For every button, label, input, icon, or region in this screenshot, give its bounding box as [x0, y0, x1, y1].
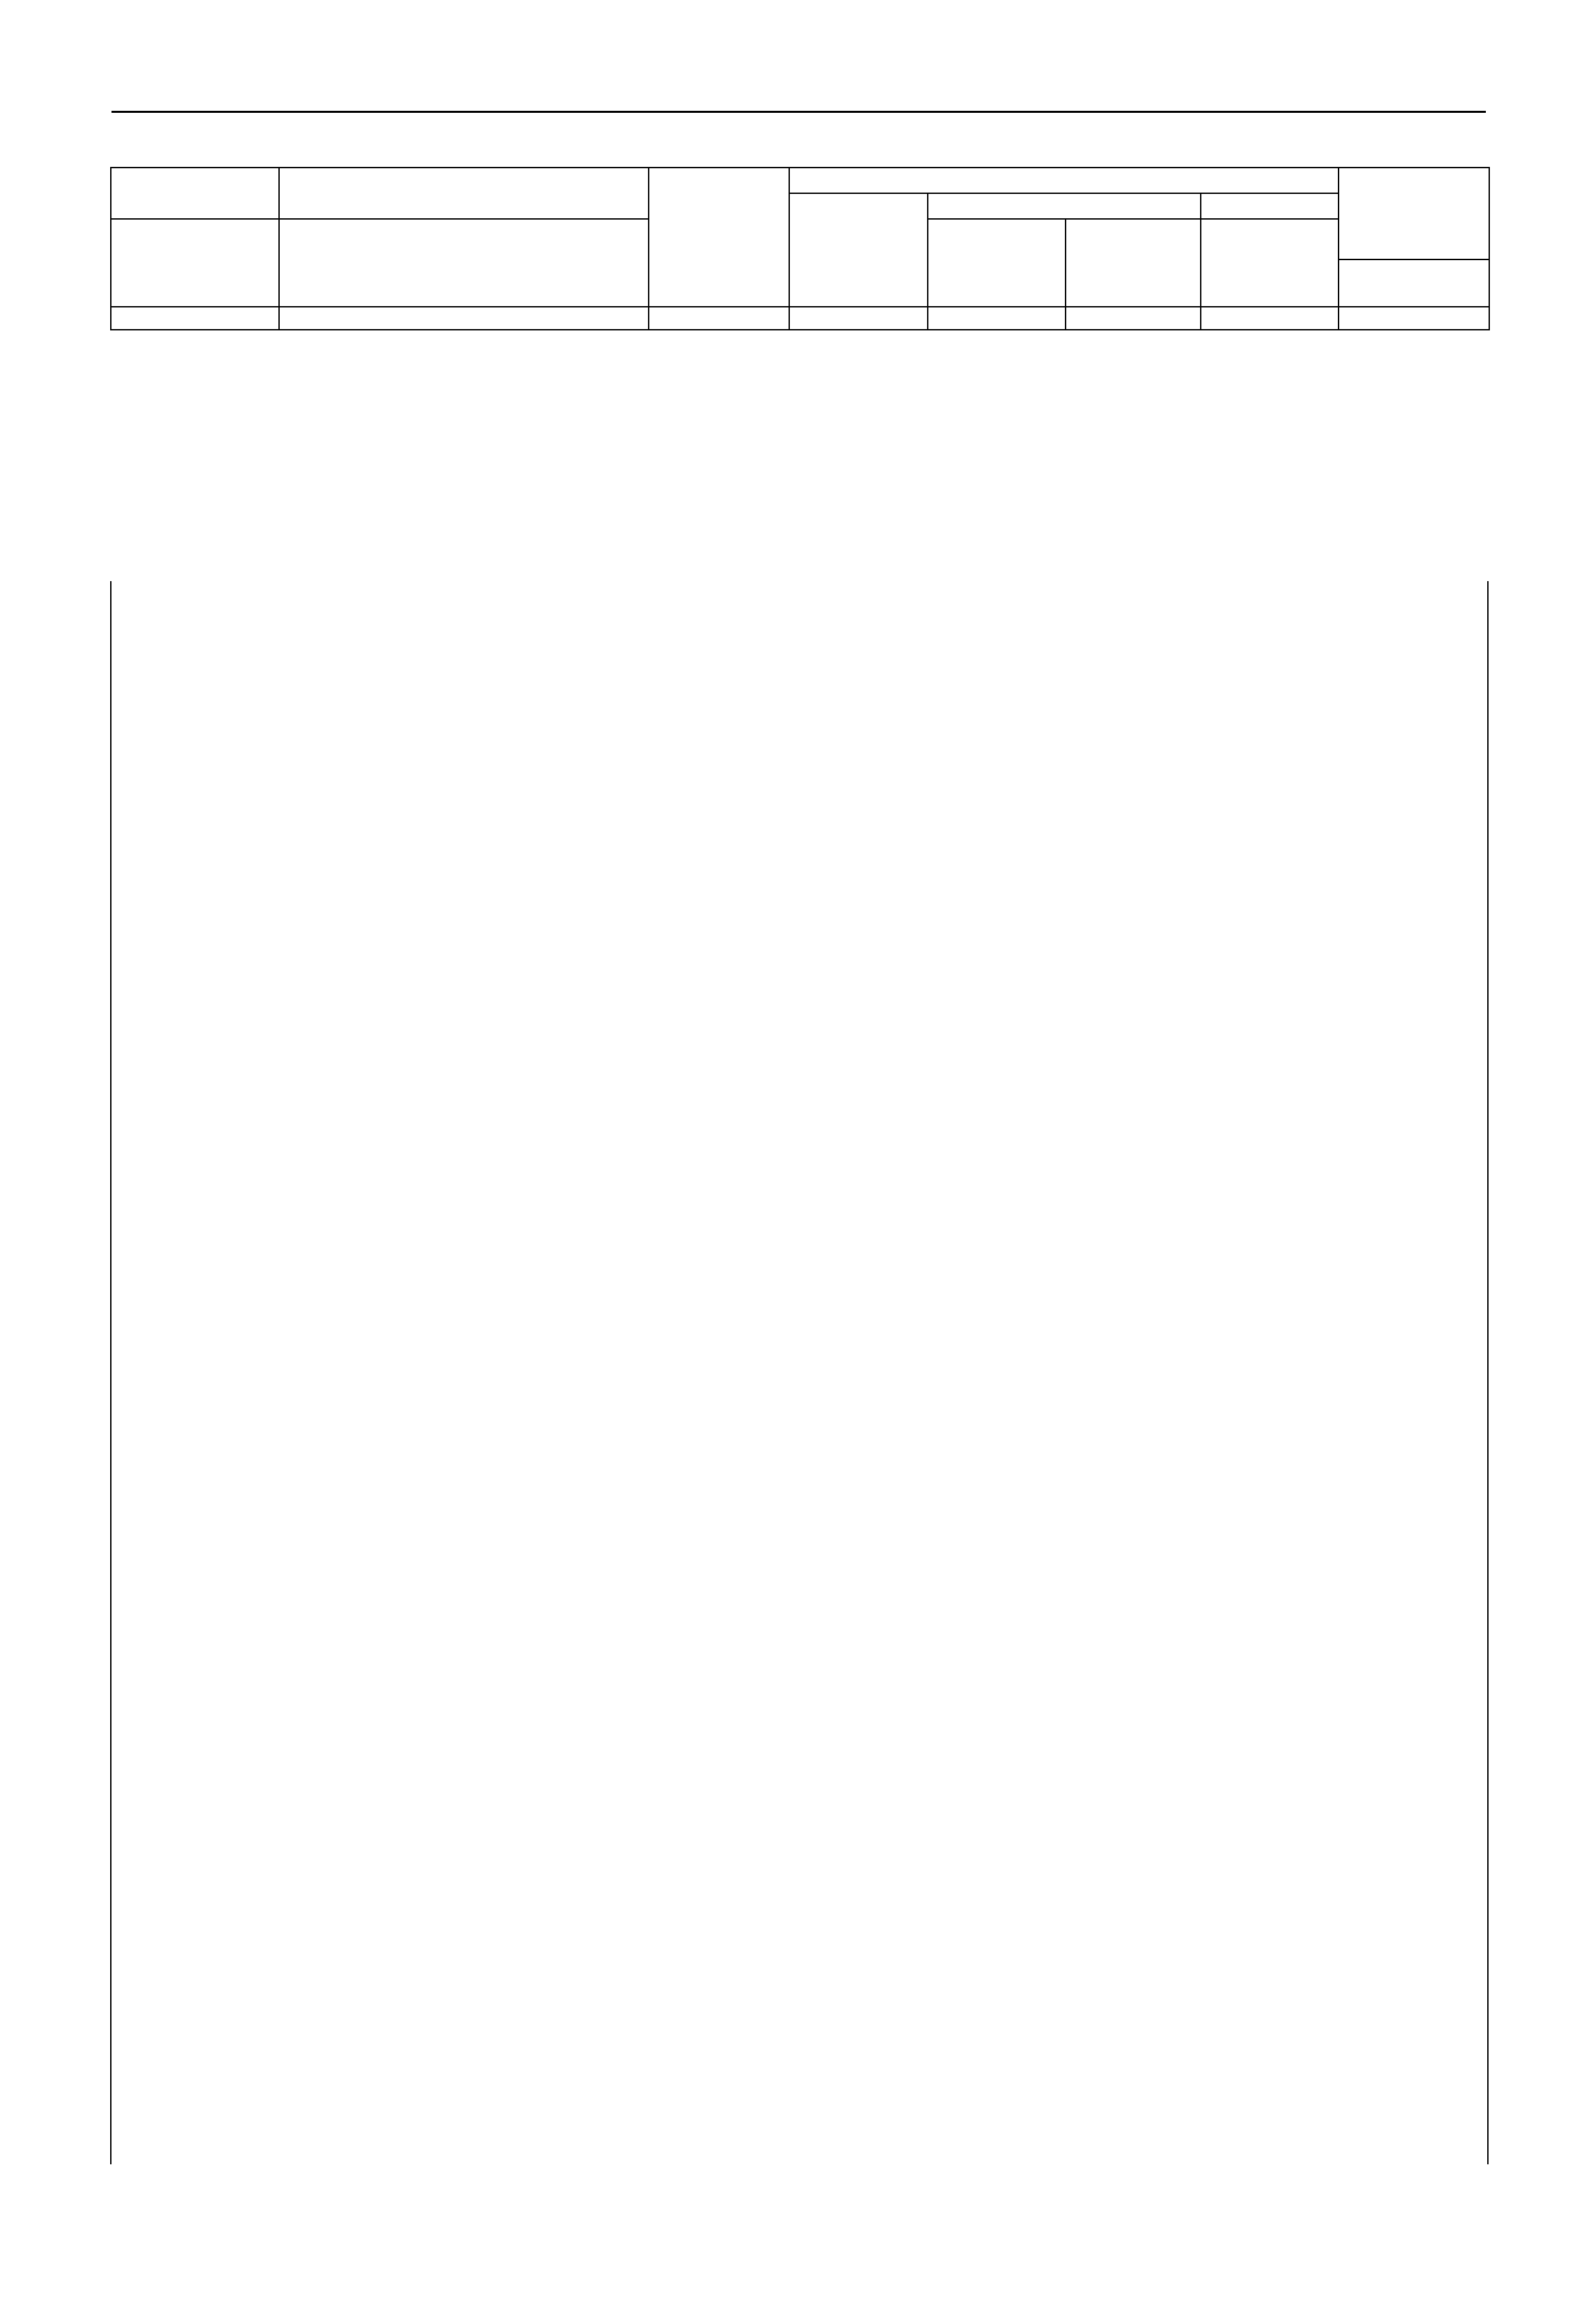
col-num [649, 307, 789, 330]
col-operators-header [1066, 219, 1201, 307]
col-num [1339, 307, 1489, 330]
col-group-header [789, 168, 1339, 193]
col-material-name-header [279, 219, 649, 307]
header-table [110, 167, 1490, 330]
col-labor-header [1339, 168, 1489, 259]
col-direct-costs-header [649, 168, 789, 307]
col-wages-header [789, 193, 928, 307]
col-num [1066, 307, 1201, 330]
col-machines-header [928, 193, 1201, 219]
col-name-header [279, 168, 649, 219]
col-num [789, 307, 928, 330]
col-mass-header [1339, 259, 1489, 307]
header-table-frame [110, 167, 1489, 330]
col-material-consumption-header [1201, 219, 1339, 307]
running-header [111, 107, 1486, 113]
left-frame-line [110, 581, 111, 2164]
col-num [111, 307, 279, 330]
col-materials-header [1201, 193, 1339, 219]
col-codes-header [111, 168, 279, 219]
col-num [1201, 307, 1339, 330]
col-num [279, 307, 649, 330]
col-material-codes-header [111, 219, 279, 307]
right-frame-line [1487, 581, 1489, 2164]
col-num [928, 307, 1066, 330]
col-machines-total-header [928, 219, 1066, 307]
